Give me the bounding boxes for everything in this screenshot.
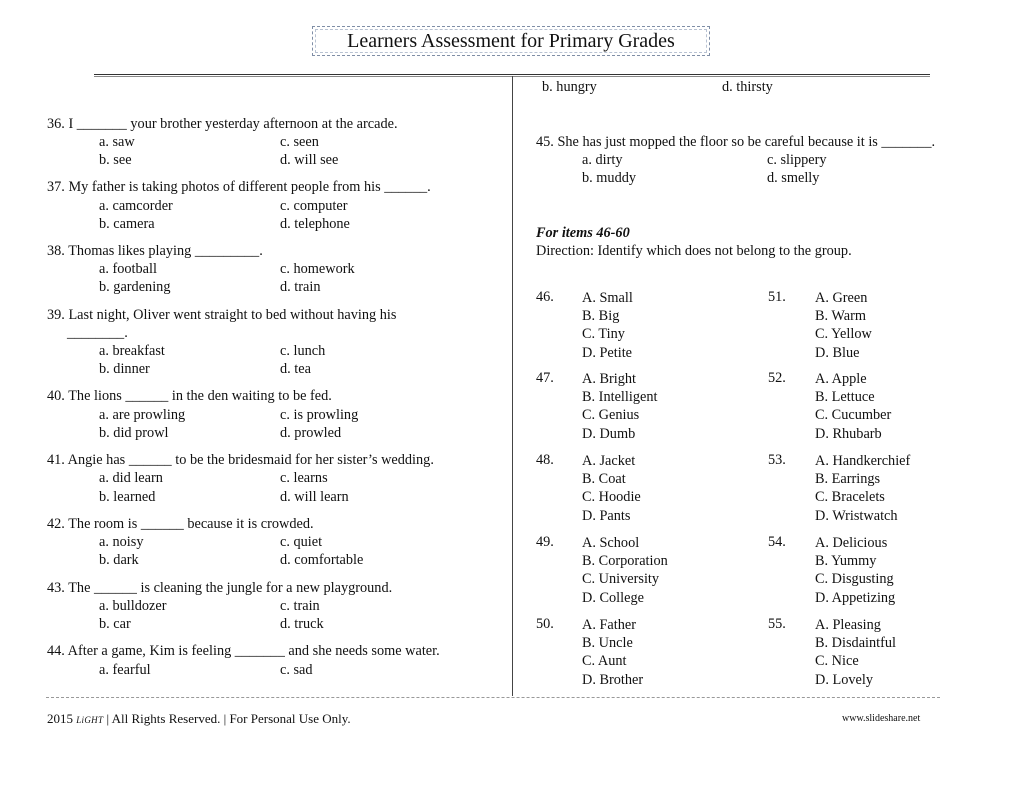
option: d. comfortable bbox=[280, 552, 364, 568]
choice: D. Rhubarb bbox=[815, 425, 882, 442]
item-group-54 bbox=[815, 534, 895, 607]
choice: A. Bright bbox=[582, 371, 637, 387]
choice: B. Big bbox=[582, 308, 620, 325]
option: d. prowled bbox=[280, 425, 342, 441]
item-group-55 bbox=[815, 616, 896, 689]
item-number: 53. bbox=[768, 452, 786, 468]
question-44: 44. After a game, Kim is feeling _______ and she needs some water. bbox=[47, 643, 440, 659]
choice: B. Lettuce bbox=[815, 389, 875, 406]
header-rule bbox=[94, 74, 930, 75]
option: c. homework bbox=[280, 261, 355, 277]
option: c. is prowling bbox=[280, 407, 359, 423]
option: b. gardening bbox=[99, 279, 171, 295]
choice: A. Delicious bbox=[815, 535, 888, 551]
choice: C. Yellow bbox=[815, 326, 872, 343]
page-title: Learners Assessment for Primary Grades bbox=[312, 26, 710, 56]
option: d. thirsty bbox=[722, 79, 773, 95]
choice: D. Pants bbox=[582, 507, 631, 524]
item-number: 47. bbox=[536, 370, 554, 386]
choice: D. Appetizing bbox=[815, 589, 896, 606]
footer-year: 2015 bbox=[47, 711, 73, 726]
choice: B. Yummy bbox=[815, 553, 877, 570]
option: c. computer bbox=[280, 198, 348, 214]
choice: C. Cucumber bbox=[815, 407, 892, 424]
option: c. seen bbox=[280, 134, 319, 150]
question-39-continued: ________. bbox=[67, 325, 128, 341]
option: a. breakfast bbox=[99, 343, 165, 359]
option: c. sad bbox=[280, 662, 313, 678]
choice: B. Coat bbox=[582, 471, 626, 488]
question-45: 45. She has just mopped the floor so be careful because it is _______. bbox=[536, 134, 936, 150]
choice: A. Apple bbox=[815, 371, 867, 387]
option: c. quiet bbox=[280, 534, 323, 550]
item-group-49 bbox=[582, 534, 668, 607]
choice: A. Father bbox=[582, 617, 636, 633]
footer-site: www.slideshare.net bbox=[842, 713, 921, 724]
choice: B. Warm bbox=[815, 308, 867, 325]
option: a. noisy bbox=[99, 534, 144, 550]
question-37: 37. My father is taking photos of different people from his ______. bbox=[47, 179, 431, 195]
option: b. camera bbox=[99, 216, 155, 232]
option: b. hungry bbox=[542, 79, 597, 95]
footer-rights: | All Rights Reserved. | For Personal Use Only. bbox=[106, 711, 351, 726]
option: d. truck bbox=[280, 616, 324, 632]
section-direction: Direction: Identify which does not belong to the group. bbox=[536, 243, 852, 259]
option: b. dinner bbox=[99, 361, 150, 377]
option: a. dirty bbox=[582, 152, 623, 168]
option: b. dark bbox=[99, 552, 139, 568]
item-number: 48. bbox=[536, 452, 554, 468]
choice: A. Small bbox=[582, 290, 633, 306]
option: d. telephone bbox=[280, 216, 350, 232]
option: b. learned bbox=[99, 489, 156, 505]
choice: D. College bbox=[582, 589, 644, 606]
option: a. camcorder bbox=[99, 198, 173, 214]
choice: B. Earrings bbox=[815, 471, 881, 488]
choice: D. Lovely bbox=[815, 671, 873, 688]
choice: B. Intelligent bbox=[582, 389, 658, 406]
question-43: 43. The ______ is cleaning the jungle for a new playground. bbox=[47, 580, 393, 596]
choice: B. Disdaintful bbox=[815, 635, 897, 652]
choice: A. Pleasing bbox=[815, 617, 881, 633]
option: d. smelly bbox=[767, 170, 820, 186]
option: c. slippery bbox=[767, 152, 827, 168]
option: b. car bbox=[99, 616, 131, 632]
choice: B. Uncle bbox=[582, 635, 633, 652]
question-38: 38. Thomas likes playing _________. bbox=[47, 243, 263, 259]
choice: B. Corporation bbox=[582, 553, 668, 570]
choice: C. Disgusting bbox=[815, 571, 894, 588]
item-number: 49. bbox=[536, 534, 554, 550]
item-group-53 bbox=[815, 452, 910, 525]
item-group-46 bbox=[582, 289, 633, 362]
choice: D. Blue bbox=[815, 344, 860, 361]
section-heading: For items 46-60 bbox=[536, 225, 630, 241]
choice: C. Hoodie bbox=[582, 489, 641, 506]
option: a. fearful bbox=[99, 662, 151, 678]
option: d. tea bbox=[280, 361, 311, 377]
option: c. train bbox=[280, 598, 320, 614]
option: a. did learn bbox=[99, 470, 163, 486]
item-number: 54. bbox=[768, 534, 786, 550]
item-group-52 bbox=[815, 370, 891, 443]
item-number: 51. bbox=[768, 289, 786, 305]
question-41: 41. Angie has ______ to be the bridesmaid for her sister’s wedding. bbox=[47, 452, 434, 468]
option: d. will learn bbox=[280, 489, 349, 505]
question-42: 42. The room is ______ because it is crowded. bbox=[47, 516, 314, 532]
option: a. saw bbox=[99, 134, 135, 150]
column-divider bbox=[512, 76, 513, 696]
question-36: 36. I _______ your brother yesterday afternoon at the arcade. bbox=[47, 116, 398, 132]
choice: D. Brother bbox=[582, 671, 644, 688]
item-group-51 bbox=[815, 289, 872, 362]
choice: C. University bbox=[582, 571, 660, 588]
choice: C. Tiny bbox=[582, 326, 625, 343]
option: d. train bbox=[280, 279, 321, 295]
choice: C. Bracelets bbox=[815, 489, 885, 506]
choice: A. Green bbox=[815, 290, 868, 306]
choice: A. School bbox=[582, 535, 640, 551]
question-39: 39. Last night, Oliver went straight to bed without having his bbox=[47, 307, 397, 323]
item-number: 50. bbox=[536, 616, 554, 632]
choice: C. Genius bbox=[582, 407, 640, 424]
option: d. will see bbox=[280, 152, 339, 168]
item-number: 52. bbox=[768, 370, 786, 386]
footer-brand: LiGHT bbox=[76, 715, 104, 725]
option: a. are prowling bbox=[99, 407, 186, 423]
option: c. learns bbox=[280, 470, 328, 486]
footer-rule bbox=[46, 697, 940, 698]
option: c. lunch bbox=[280, 343, 326, 359]
option: b. did prowl bbox=[99, 425, 169, 441]
choice: A. Jacket bbox=[582, 453, 636, 469]
choice: A. Handkerchief bbox=[815, 453, 911, 469]
option: b. muddy bbox=[582, 170, 637, 186]
item-group-48 bbox=[582, 452, 641, 525]
choice: C. Nice bbox=[815, 653, 859, 670]
choice: C. Aunt bbox=[582, 653, 627, 670]
option: a. football bbox=[99, 261, 157, 277]
option: b. see bbox=[99, 152, 132, 168]
option: a. bulldozer bbox=[99, 598, 167, 614]
item-group-50 bbox=[582, 616, 643, 689]
item-number: 55. bbox=[768, 616, 786, 632]
question-40: 40. The lions ______ in the den waiting to be fed. bbox=[47, 388, 332, 404]
choice: D. Dumb bbox=[582, 425, 636, 442]
choice: D. Wristwatch bbox=[815, 507, 898, 524]
choice: D. Petite bbox=[582, 344, 633, 361]
footer-copyright bbox=[47, 711, 351, 727]
item-number: 46. bbox=[536, 289, 554, 305]
item-group-47 bbox=[582, 370, 657, 443]
